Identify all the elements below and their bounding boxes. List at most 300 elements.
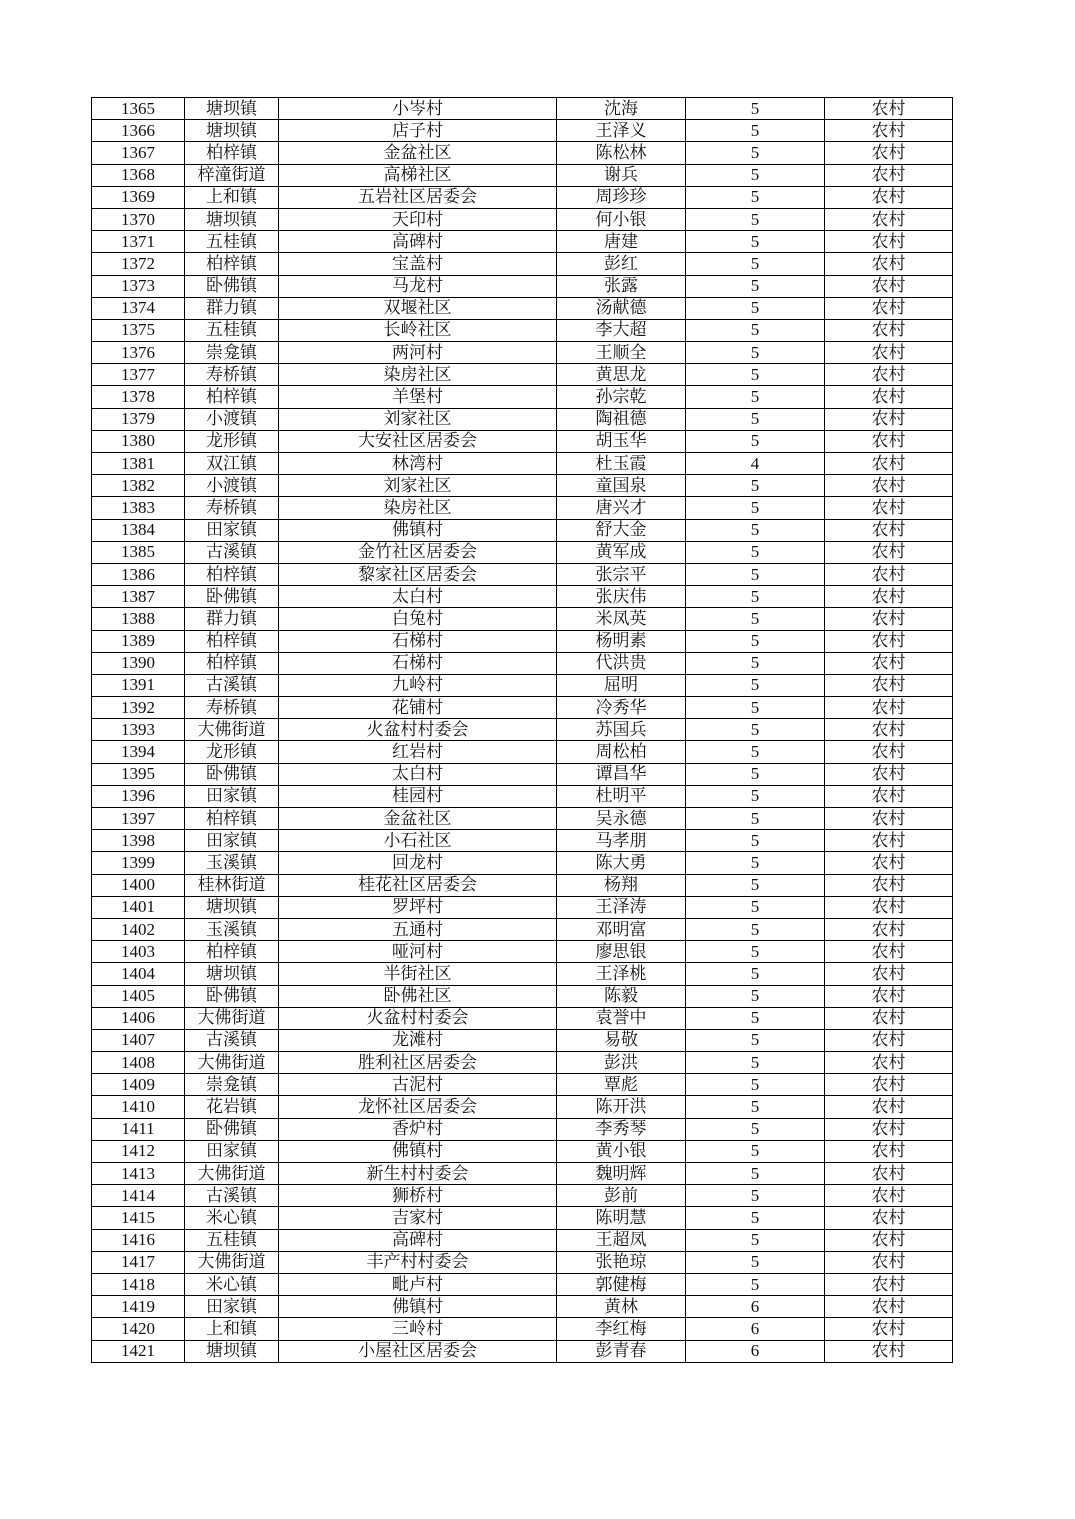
row-number-cell: 1389: [92, 630, 185, 652]
table-row: [92, 430, 953, 452]
village-cell: 刘家社区: [279, 408, 557, 430]
village-cell: 半街社区: [279, 963, 557, 985]
count-cell: 5: [686, 674, 825, 696]
village-cell: 胜利社区居委会: [279, 1052, 557, 1074]
town-cell: 小渡镇: [185, 408, 279, 430]
town-cell: 卧佛镇: [185, 586, 279, 608]
name-cell: 杨翔: [557, 874, 686, 896]
town-cell: 柏梓镇: [185, 652, 279, 674]
category-cell: 农村: [825, 918, 953, 940]
name-cell: 苏国兵: [557, 719, 686, 741]
table-row: [92, 719, 953, 741]
village-cell: 染房社区: [279, 497, 557, 519]
row-number-cell: 1387: [92, 586, 185, 608]
row-number-cell: 1406: [92, 1007, 185, 1029]
town-cell: 古溪镇: [185, 541, 279, 563]
village-cell: 龙怀社区居委会: [279, 1096, 557, 1118]
name-cell: 沈海: [557, 98, 686, 120]
table-row: [92, 586, 953, 608]
village-cell: 花铺村: [279, 697, 557, 719]
count-cell: 5: [686, 98, 825, 120]
town-cell: 田家镇: [185, 519, 279, 541]
village-cell: 古泥村: [279, 1074, 557, 1096]
row-number-cell: 1417: [92, 1251, 185, 1273]
category-cell: 农村: [825, 541, 953, 563]
count-cell: 5: [686, 1185, 825, 1207]
table-row: [92, 164, 953, 186]
town-cell: 塘坝镇: [185, 208, 279, 230]
table-row: [92, 697, 953, 719]
table-row: [92, 497, 953, 519]
table-row: [92, 364, 953, 386]
category-cell: 农村: [825, 386, 953, 408]
name-cell: 谭昌华: [557, 763, 686, 785]
village-cell: 新生村村委会: [279, 1163, 557, 1185]
category-cell: 农村: [825, 364, 953, 386]
table-row: [92, 985, 953, 1007]
town-cell: 古溪镇: [185, 1185, 279, 1207]
row-number-cell: 1365: [92, 98, 185, 120]
town-cell: 古溪镇: [185, 1029, 279, 1051]
town-cell: 田家镇: [185, 1140, 279, 1162]
village-cell: 丰产村村委会: [279, 1251, 557, 1273]
row-number-cell: 1373: [92, 275, 185, 297]
count-cell: 5: [686, 630, 825, 652]
table-row: [92, 874, 953, 896]
row-number-cell: 1372: [92, 253, 185, 275]
table-row: [92, 408, 953, 430]
category-cell: 农村: [825, 608, 953, 630]
name-cell: 彭青春: [557, 1340, 686, 1362]
town-cell: 米心镇: [185, 1207, 279, 1229]
row-number-cell: 1367: [92, 142, 185, 164]
town-cell: 卧佛镇: [185, 985, 279, 1007]
table-row: [92, 1229, 953, 1251]
town-cell: 卧佛镇: [185, 1118, 279, 1140]
village-cell: 佛镇村: [279, 519, 557, 541]
row-number-cell: 1416: [92, 1229, 185, 1251]
village-cell: 小岑村: [279, 98, 557, 120]
row-number-cell: 1388: [92, 608, 185, 630]
village-cell: 石梯村: [279, 630, 557, 652]
row-number-cell: 1383: [92, 497, 185, 519]
table-row: [92, 674, 953, 696]
row-number-cell: 1410: [92, 1096, 185, 1118]
name-cell: 王泽桃: [557, 963, 686, 985]
name-cell: 汤献德: [557, 297, 686, 319]
row-number-cell: 1398: [92, 830, 185, 852]
name-cell: 王泽义: [557, 120, 686, 142]
town-cell: 龙形镇: [185, 741, 279, 763]
name-cell: 王泽涛: [557, 896, 686, 918]
name-cell: 彭前: [557, 1185, 686, 1207]
count-cell: 5: [686, 963, 825, 985]
row-number-cell: 1391: [92, 674, 185, 696]
category-cell: 农村: [825, 275, 953, 297]
category-cell: 农村: [825, 1273, 953, 1295]
count-cell: 5: [686, 408, 825, 430]
category-cell: 农村: [825, 985, 953, 1007]
table-row: [92, 386, 953, 408]
town-cell: 柏梓镇: [185, 630, 279, 652]
count-cell: 5: [686, 719, 825, 741]
category-cell: 农村: [825, 785, 953, 807]
count-cell: 5: [686, 1207, 825, 1229]
category-cell: 农村: [825, 1229, 953, 1251]
table-row: [92, 608, 953, 630]
count-cell: 5: [686, 586, 825, 608]
count-cell: 5: [686, 186, 825, 208]
count-cell: 5: [686, 231, 825, 253]
count-cell: 5: [686, 741, 825, 763]
town-cell: 双江镇: [185, 453, 279, 475]
town-cell: 柏梓镇: [185, 563, 279, 585]
town-cell: 花岩镇: [185, 1096, 279, 1118]
name-cell: 冷秀华: [557, 697, 686, 719]
village-cell: 毗卢村: [279, 1273, 557, 1295]
name-cell: 何小银: [557, 208, 686, 230]
table-row: [92, 808, 953, 830]
village-cell: 小石社区: [279, 830, 557, 852]
village-cell: 五通村: [279, 918, 557, 940]
row-number-cell: 1377: [92, 364, 185, 386]
count-cell: 5: [686, 608, 825, 630]
name-cell: 马孝朋: [557, 830, 686, 852]
name-cell: 陈明慧: [557, 1207, 686, 1229]
town-cell: 大佛街道: [185, 719, 279, 741]
count-cell: 6: [686, 1318, 825, 1340]
row-number-cell: 1381: [92, 453, 185, 475]
village-cell: 哑河村: [279, 941, 557, 963]
count-cell: 5: [686, 475, 825, 497]
name-cell: 陈松林: [557, 142, 686, 164]
category-cell: 农村: [825, 142, 953, 164]
table-row: [92, 563, 953, 585]
row-number-cell: 1394: [92, 741, 185, 763]
name-cell: 屈明: [557, 674, 686, 696]
row-number-cell: 1408: [92, 1052, 185, 1074]
village-cell: 金盆社区: [279, 808, 557, 830]
town-cell: 五桂镇: [185, 1229, 279, 1251]
count-cell: 5: [686, 1251, 825, 1273]
name-cell: 易敬: [557, 1029, 686, 1051]
table-row: [92, 1074, 953, 1096]
town-cell: 塘坝镇: [185, 120, 279, 142]
name-cell: 吴永德: [557, 808, 686, 830]
name-cell: 胡玉华: [557, 430, 686, 452]
village-cell: 太白村: [279, 763, 557, 785]
category-cell: 农村: [825, 98, 953, 120]
town-cell: 五桂镇: [185, 319, 279, 341]
count-cell: 6: [686, 1340, 825, 1362]
count-cell: 5: [686, 342, 825, 364]
table-row: [92, 1207, 953, 1229]
name-cell: 米凤英: [557, 608, 686, 630]
count-cell: 5: [686, 497, 825, 519]
category-cell: 农村: [825, 763, 953, 785]
row-number-cell: 1402: [92, 918, 185, 940]
table-row: [92, 1340, 953, 1362]
table-row: [92, 231, 953, 253]
row-number-cell: 1412: [92, 1140, 185, 1162]
category-cell: 农村: [825, 1340, 953, 1362]
town-cell: 上和镇: [185, 186, 279, 208]
row-number-cell: 1421: [92, 1340, 185, 1362]
town-cell: 寿桥镇: [185, 497, 279, 519]
name-cell: 彭红: [557, 253, 686, 275]
table-row: [92, 120, 953, 142]
name-cell: 李红梅: [557, 1318, 686, 1340]
count-cell: 5: [686, 1074, 825, 1096]
count-cell: 5: [686, 1118, 825, 1140]
count-cell: 5: [686, 1140, 825, 1162]
table-row: [92, 852, 953, 874]
town-cell: 上和镇: [185, 1318, 279, 1340]
count-cell: 5: [686, 519, 825, 541]
count-cell: 5: [686, 1007, 825, 1029]
category-cell: 农村: [825, 186, 953, 208]
name-cell: 郭健梅: [557, 1273, 686, 1295]
category-cell: 农村: [825, 1007, 953, 1029]
name-cell: 张艳琼: [557, 1251, 686, 1273]
category-cell: 农村: [825, 874, 953, 896]
count-cell: 5: [686, 1096, 825, 1118]
row-number-cell: 1414: [92, 1185, 185, 1207]
town-cell: 小渡镇: [185, 475, 279, 497]
row-number-cell: 1395: [92, 763, 185, 785]
village-cell: 三岭村: [279, 1318, 557, 1340]
count-cell: 5: [686, 253, 825, 275]
table-row: [92, 741, 953, 763]
village-cell: 天印村: [279, 208, 557, 230]
name-cell: 张庆伟: [557, 586, 686, 608]
town-cell: 玉溪镇: [185, 918, 279, 940]
town-cell: 梓潼街道: [185, 164, 279, 186]
category-cell: 农村: [825, 630, 953, 652]
table-row: [92, 275, 953, 297]
category-cell: 农村: [825, 852, 953, 874]
data-table: [91, 97, 953, 1363]
count-cell: 5: [686, 1163, 825, 1185]
village-cell: 金盆社区: [279, 142, 557, 164]
name-cell: 代洪贵: [557, 652, 686, 674]
row-number-cell: 1375: [92, 319, 185, 341]
category-cell: 农村: [825, 941, 953, 963]
count-cell: 5: [686, 830, 825, 852]
town-cell: 古溪镇: [185, 674, 279, 696]
name-cell: 杜明平: [557, 785, 686, 807]
row-number-cell: 1368: [92, 164, 185, 186]
category-cell: 农村: [825, 1163, 953, 1185]
table-row: [92, 963, 953, 985]
category-cell: 农村: [825, 741, 953, 763]
name-cell: 杜玉霞: [557, 453, 686, 475]
town-cell: 群力镇: [185, 608, 279, 630]
table-row: [92, 1163, 953, 1185]
table-row: [92, 98, 953, 120]
row-number-cell: 1370: [92, 208, 185, 230]
row-number-cell: 1415: [92, 1207, 185, 1229]
row-number-cell: 1407: [92, 1029, 185, 1051]
table-row: [92, 541, 953, 563]
village-cell: 长岭社区: [279, 319, 557, 341]
table-row: [92, 1251, 953, 1273]
category-cell: 农村: [825, 1140, 953, 1162]
table-row: [92, 453, 953, 475]
category-cell: 农村: [825, 475, 953, 497]
name-cell: 谢兵: [557, 164, 686, 186]
name-cell: 童国泉: [557, 475, 686, 497]
category-cell: 农村: [825, 1318, 953, 1340]
row-number-cell: 1399: [92, 852, 185, 874]
village-cell: 刘家社区: [279, 475, 557, 497]
village-cell: 宝盖村: [279, 253, 557, 275]
town-cell: 大佛街道: [185, 1251, 279, 1273]
category-cell: 农村: [825, 164, 953, 186]
row-number-cell: 1380: [92, 430, 185, 452]
row-number-cell: 1401: [92, 896, 185, 918]
village-cell: 狮桥村: [279, 1185, 557, 1207]
count-cell: 5: [686, 1029, 825, 1051]
row-number-cell: 1371: [92, 231, 185, 253]
category-cell: 农村: [825, 497, 953, 519]
village-cell: 龙滩村: [279, 1029, 557, 1051]
row-number-cell: 1378: [92, 386, 185, 408]
town-cell: 崇龛镇: [185, 1074, 279, 1096]
category-cell: 农村: [825, 830, 953, 852]
count-cell: 5: [686, 1229, 825, 1251]
count-cell: 5: [686, 297, 825, 319]
village-cell: 大安社区居委会: [279, 430, 557, 452]
count-cell: 5: [686, 763, 825, 785]
category-cell: 农村: [825, 1185, 953, 1207]
row-number-cell: 1396: [92, 785, 185, 807]
category-cell: 农村: [825, 453, 953, 475]
village-cell: 高碑村: [279, 231, 557, 253]
town-cell: 龙形镇: [185, 430, 279, 452]
name-cell: 陈毅: [557, 985, 686, 1007]
village-cell: 高梯社区: [279, 164, 557, 186]
category-cell: 农村: [825, 808, 953, 830]
village-cell: 林湾村: [279, 453, 557, 475]
village-cell: 染房社区: [279, 364, 557, 386]
category-cell: 农村: [825, 430, 953, 452]
row-number-cell: 1379: [92, 408, 185, 430]
count-cell: 5: [686, 852, 825, 874]
count-cell: 5: [686, 364, 825, 386]
category-cell: 农村: [825, 563, 953, 585]
category-cell: 农村: [825, 319, 953, 341]
count-cell: 5: [686, 785, 825, 807]
name-cell: 彭洪: [557, 1052, 686, 1074]
name-cell: 杨明素: [557, 630, 686, 652]
row-number-cell: 1384: [92, 519, 185, 541]
town-cell: 米心镇: [185, 1273, 279, 1295]
row-number-cell: 1405: [92, 985, 185, 1007]
count-cell: 5: [686, 697, 825, 719]
category-cell: 农村: [825, 1251, 953, 1273]
category-cell: 农村: [825, 342, 953, 364]
village-cell: 吉家村: [279, 1207, 557, 1229]
village-cell: 桂园村: [279, 785, 557, 807]
count-cell: 5: [686, 1052, 825, 1074]
name-cell: 周松柏: [557, 741, 686, 763]
name-cell: 陈大勇: [557, 852, 686, 874]
table-row: [92, 186, 953, 208]
table-row: [92, 830, 953, 852]
count-cell: 5: [686, 652, 825, 674]
village-cell: 店子村: [279, 120, 557, 142]
village-cell: 双堰社区: [279, 297, 557, 319]
count-cell: 5: [686, 541, 825, 563]
name-cell: 袁誉中: [557, 1007, 686, 1029]
row-number-cell: 1385: [92, 541, 185, 563]
category-cell: 农村: [825, 208, 953, 230]
table-row: [92, 319, 953, 341]
count-cell: 4: [686, 453, 825, 475]
count-cell: 5: [686, 164, 825, 186]
category-cell: 农村: [825, 408, 953, 430]
table-row: [92, 297, 953, 319]
town-cell: 卧佛镇: [185, 275, 279, 297]
town-cell: 田家镇: [185, 785, 279, 807]
row-number-cell: 1397: [92, 808, 185, 830]
category-cell: 农村: [825, 586, 953, 608]
village-cell: 羊堡村: [279, 386, 557, 408]
row-number-cell: 1393: [92, 719, 185, 741]
category-cell: 农村: [825, 1207, 953, 1229]
count-cell: 5: [686, 563, 825, 585]
row-number-cell: 1376: [92, 342, 185, 364]
table-row: [92, 475, 953, 497]
count-cell: 5: [686, 941, 825, 963]
row-number-cell: 1409: [92, 1074, 185, 1096]
table-row: [92, 519, 953, 541]
village-cell: 太白村: [279, 586, 557, 608]
town-cell: 群力镇: [185, 297, 279, 319]
count-cell: 5: [686, 208, 825, 230]
table-row: [92, 1185, 953, 1207]
category-cell: 农村: [825, 253, 953, 275]
town-cell: 塘坝镇: [185, 98, 279, 120]
name-cell: 张宗平: [557, 563, 686, 585]
category-cell: 农村: [825, 697, 953, 719]
name-cell: 黄小银: [557, 1140, 686, 1162]
category-cell: 农村: [825, 1052, 953, 1074]
count-cell: 5: [686, 386, 825, 408]
category-cell: 农村: [825, 1096, 953, 1118]
village-cell: 红岩村: [279, 741, 557, 763]
row-number-cell: 1403: [92, 941, 185, 963]
table-row: [92, 253, 953, 275]
row-number-cell: 1392: [92, 697, 185, 719]
category-cell: 农村: [825, 120, 953, 142]
name-cell: 王超凤: [557, 1229, 686, 1251]
table-row: [92, 763, 953, 785]
count-cell: 5: [686, 430, 825, 452]
category-cell: 农村: [825, 719, 953, 741]
table-row: [92, 1096, 953, 1118]
count-cell: 5: [686, 1273, 825, 1295]
category-cell: 农村: [825, 1074, 953, 1096]
town-cell: 柏梓镇: [185, 808, 279, 830]
table-row: [92, 1318, 953, 1340]
name-cell: 黄思龙: [557, 364, 686, 386]
name-cell: 邓明富: [557, 918, 686, 940]
village-cell: 佛镇村: [279, 1140, 557, 1162]
village-cell: 火盆村村委会: [279, 719, 557, 741]
town-cell: 寿桥镇: [185, 364, 279, 386]
